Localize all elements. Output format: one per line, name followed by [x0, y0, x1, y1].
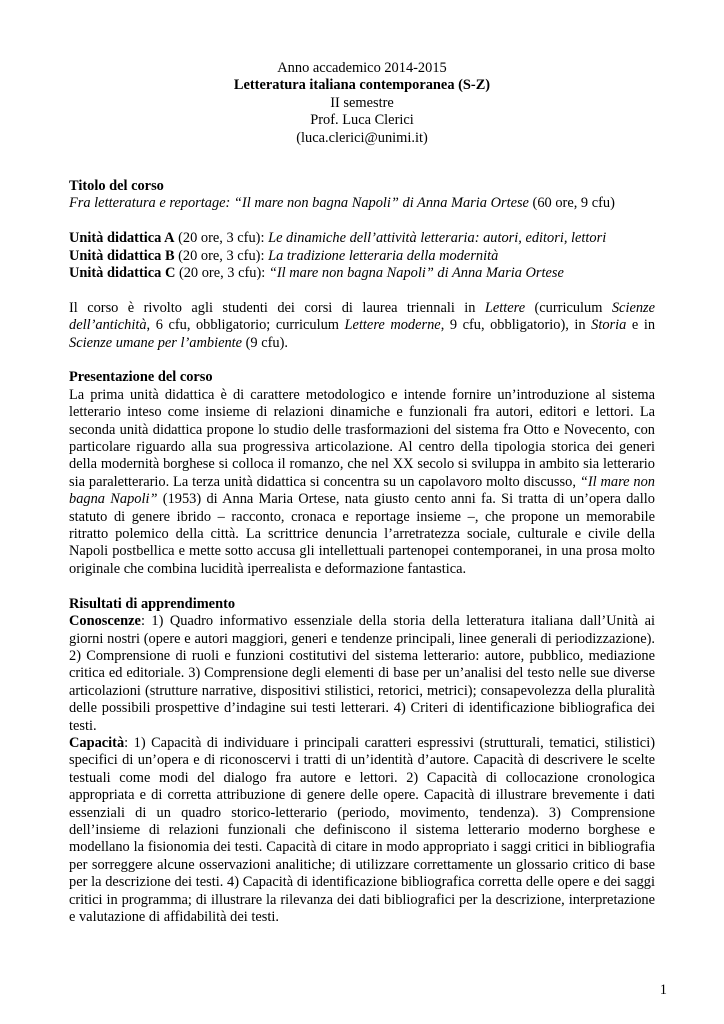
- presentation-heading: Presentazione del corso: [69, 369, 213, 386]
- skills-paragraph: Capacità: 1) Capacità di individuare i principali caratteri espressivi (strutturali, tematici, stilistici) specifici di un’opera e di riconoscervi i tratti di un’identità d’autore. Capacità di descrivere le scelte testuali come modi del dialogo fra autore e lettori. 2) Capacità di collocazione cronologica appropriata e di corretta attribuzione di genere delle opere. Capacità di illustrare brevemente i dati essenziali di un quadro storico-letterario (periodo, movimento, tendenza). 3) Comprensione dell’insieme di relazioni funzionali che definiscono il sistema letterario moderno borghese e modellano la fisionomia dei testi. Capacità di citare in modo appropriato i saggi critici in bibliografia per sorreggere alcune osservazioni analitiche; di utilizzare correttamente un glossario critico di base per la descrizione dei testi. 4) Capacità di identificazione bibliografica corretta delle opere e dei saggi critici in programma; di illustrare la rilevanza dei dati bibliografici per la descrizione, interpretazione e valutazione di affidabilità dei testi.: [69, 734, 655, 925]
- audience-paragraph: Il corso è rivolto agli studenti dei corsi di laurea triennali in Lettere (curriculum Scienze dell’antichità, 6 cfu, obbligatorio; curriculum Lettere moderne, 9 cfu, obbligatorio), in Storia e in Scienze umane per l’ambiente (9 cfu).: [69, 299, 656, 351]
- title-heading: Titolo del corso: [69, 178, 164, 194]
- page-number: 1: [659, 982, 667, 998]
- semester: II semestre: [330, 94, 394, 111]
- course-name: Letteratura italiana contemporanea (S-Z): [233, 77, 491, 94]
- course-header: [0, 60, 724, 147]
- course-title: Fra letteratura e reportage: “Il mare non bagna Napoli” di Anna Maria Ortese (60 ore, 9 cfu): [69, 195, 615, 212]
- unit-a: Unità didattica A (20 ore, 3 cfu): Le dinamiche dell’attività letteraria: autori, editori, lettori: [69, 230, 607, 247]
- professor-email: (luca.clerici@unimi.it): [296, 129, 428, 146]
- knowledge-paragraph: Conoscenze: 1) Quadro informativo essenziale della storia della letteratura italiana dall’Unità ai giorni nostri (opere e autori maggiori, generi e tendenze principali, linee generali di periodizzazione). 2) Comprensione di ruoli e funzioni costitutivi del sistema letterario: autore, pubblico, mediazione critica ed editoriale. 3) Comprensione degli elementi di base per un’analisi del testo nelle sue diverse articolazioni (strutture narrative, dispositivi stilistici, retorici, metrici); consapevolezza della pluralità delle possibili prospettive d’indagine sui testi letterari. 4) Criteri di identificazione bibliografica dei testi.: [69, 613, 655, 734]
- academic-year: Anno accademico 2014-2015: [277, 60, 447, 76]
- unit-b: Unità didattica B (20 ore, 3 cfu): La tradizione letteraria della modernità: [69, 247, 499, 264]
- unit-c: Unità didattica C (20 ore, 3 cfu): “Il mare non bagna Napoli” di Anna Maria Ortese: [69, 265, 564, 282]
- results-heading: Risultati di apprendimento: [69, 595, 236, 612]
- presentation-paragraph: La prima unità didattica è di carattere metodologico e intende fornire un’introduzione al sistema letterario inteso come insieme di relazioni dinamiche e funzionali fra autori, editori e lettori. La seconda unità didattica propone lo studio delle trasformazioni del sistema fra Otto e Novecento, con particolare riguardo alla sua progressiva articolazione. Al centro della tipologia storica dei generi della modernità borghese si colloca il romanzo, che nel XX secolo si sviluppa in ambito sia letterario sia paraletterario. La terza unità didattica si concentra su un capolavoro molto discusso, “Il mare non bagna Napoli” (1953) di Anna Maria Ortese, nata giusto cento anni fa. Si tratta di un’opera dallo statuto di genere ibrido – racconto, cronaca e reportage insieme –, che propone un memorabile ritratto polemico della città. La scrittrice denuncia l’arretratezza sociale, culturale e civile della Napoli postbellica e mette sotto accusa gli intellettuali partenopei contemporanei, in una prosa molto originale che combina lucidità iperrealista e deformazione fantastica.: [69, 386, 655, 577]
- document-body: [69, 178, 655, 926]
- professor-name: Prof. Luca Clerici: [310, 112, 414, 129]
